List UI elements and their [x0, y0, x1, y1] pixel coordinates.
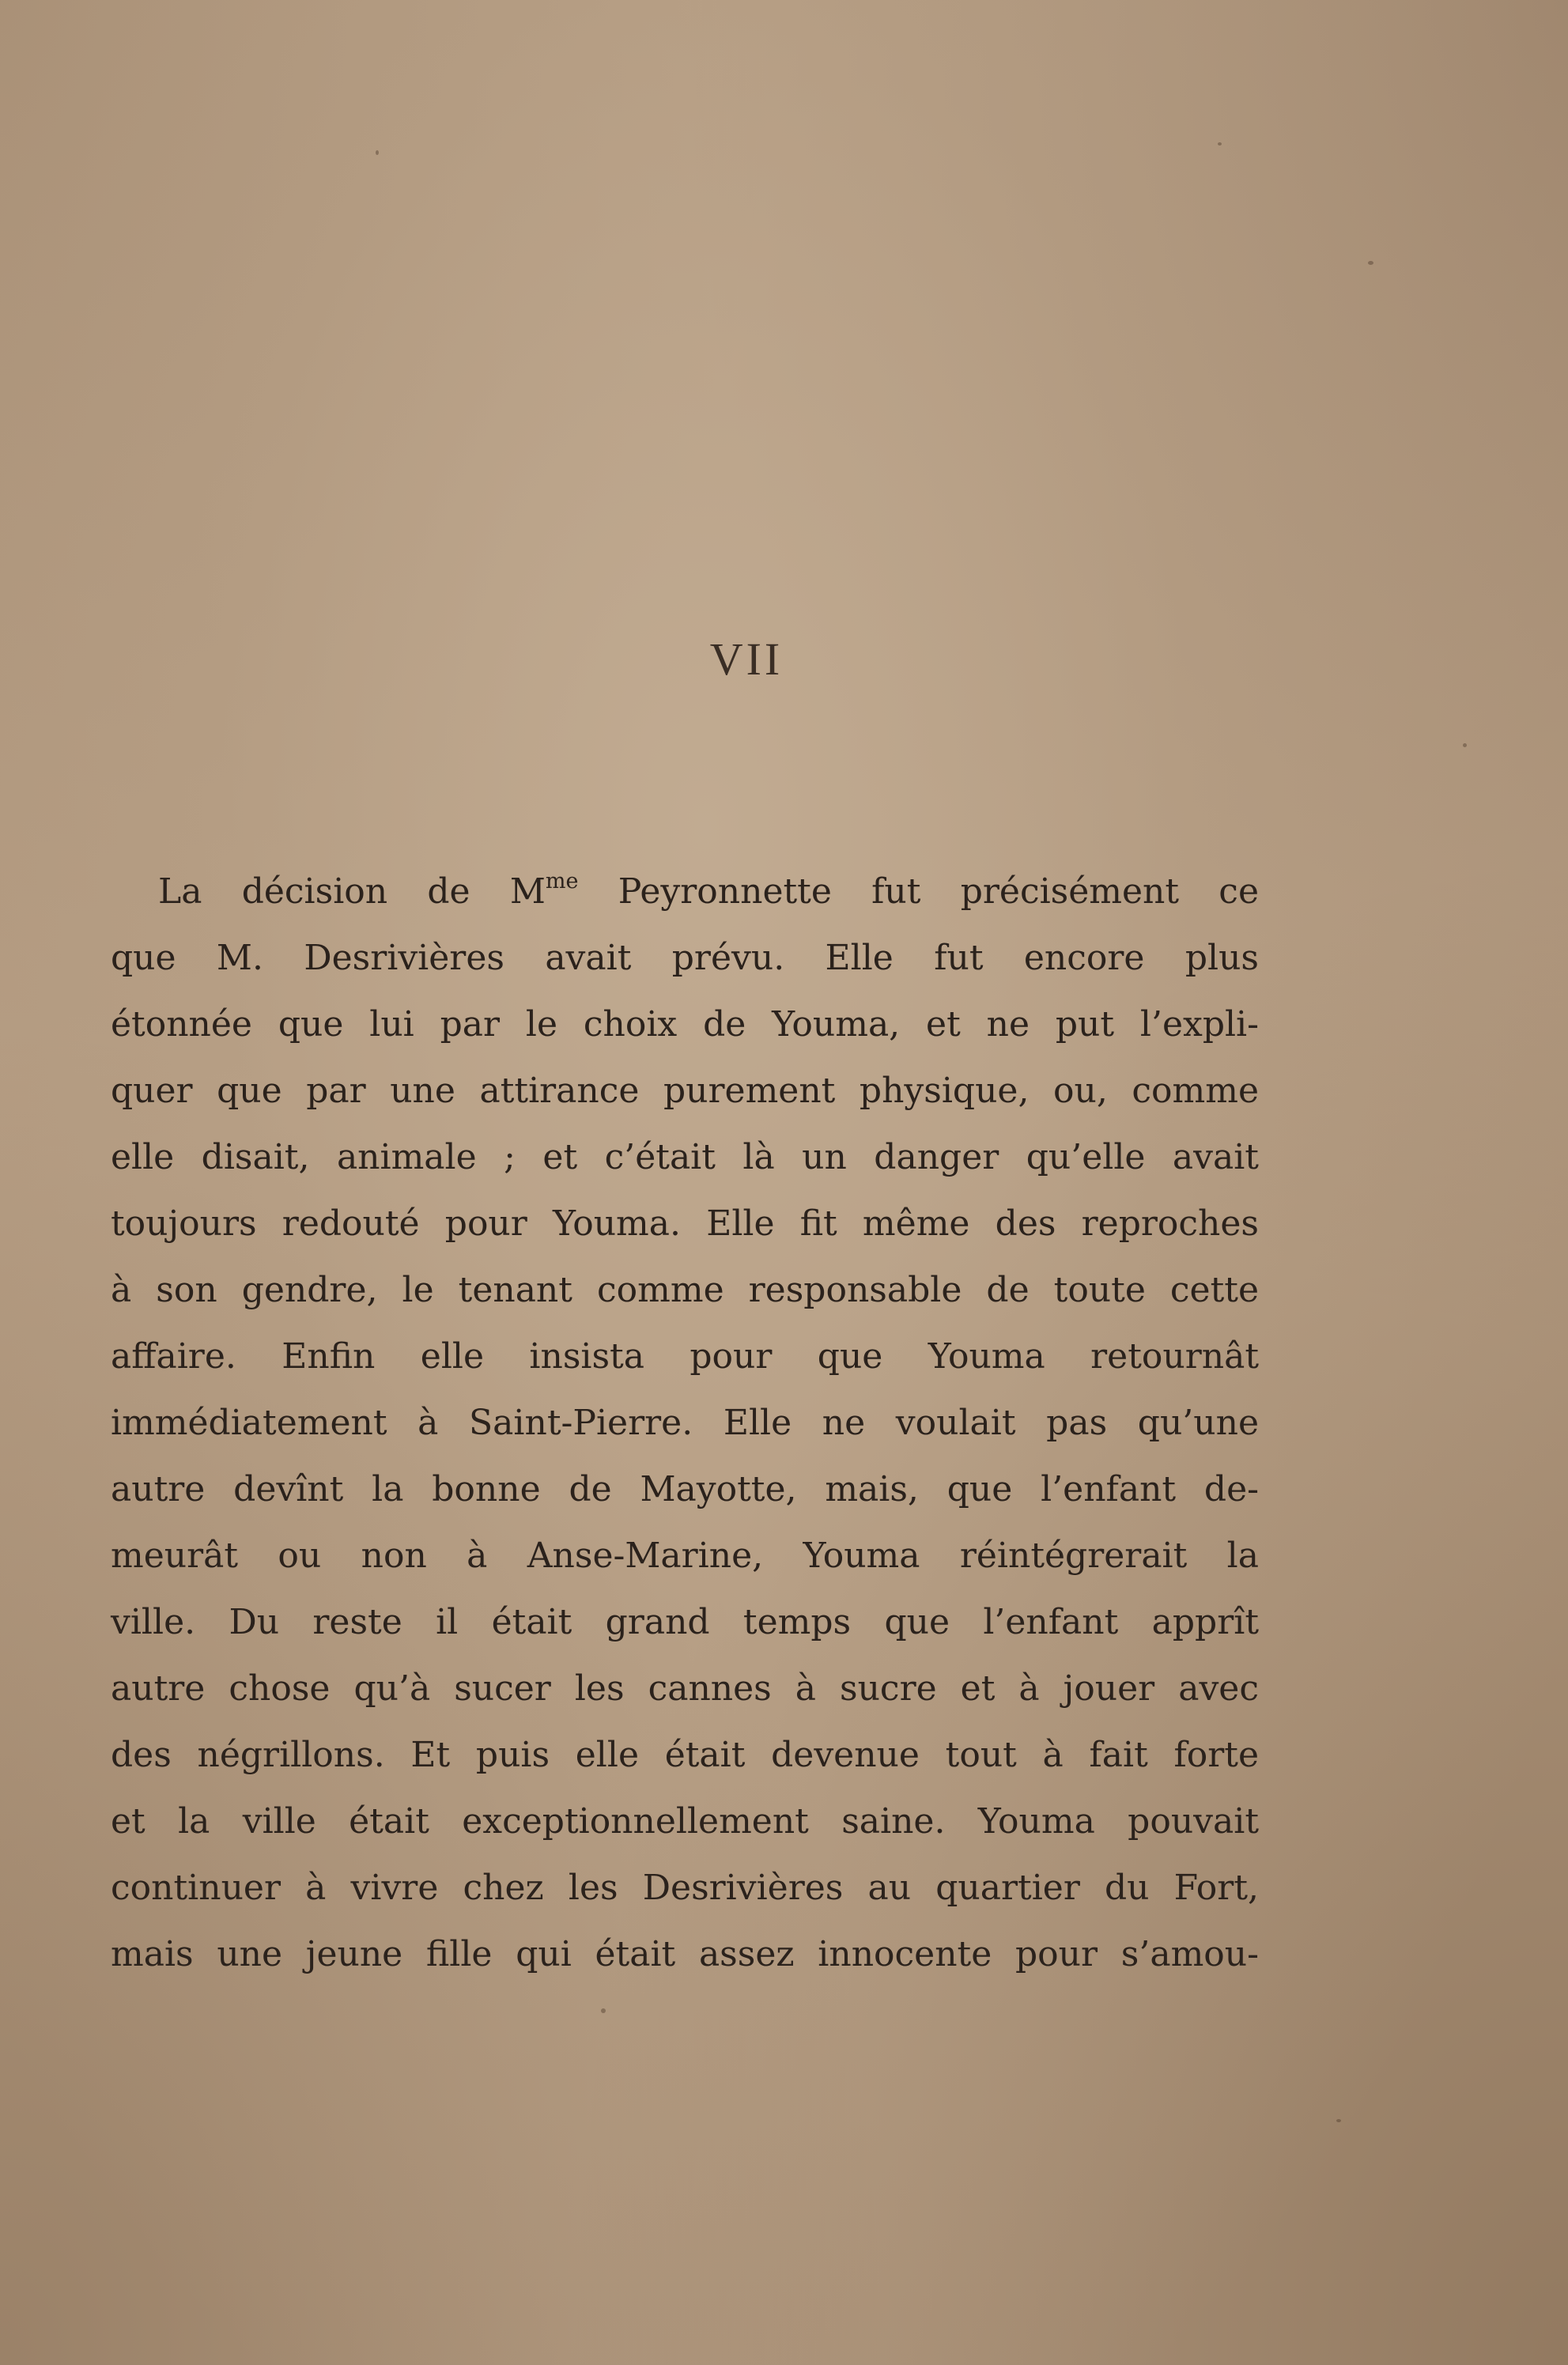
first-line-start: La décision de M — [158, 871, 546, 912]
text-line-4: quer que par une attirance purement physique, ou, comme — [111, 1071, 1259, 1111]
first-line-end: Peyronnette fut précisément ce — [578, 871, 1259, 912]
text-line-3: étonnée que lui par le choix de Youma, et ne put l’expli- — [111, 1004, 1259, 1045]
text-line-14: des négrillons. Et puis elle était devenue tout à fait forte — [111, 1735, 1259, 1775]
paper-speck — [1336, 2119, 1341, 2122]
text-line-1 — [111, 859, 1259, 925]
paper-speck — [1368, 261, 1373, 265]
paper-speck — [1218, 142, 1222, 145]
text-line-6: toujours redouté pour Youma. Elle fit même des reproches — [111, 1203, 1259, 1244]
paper-speck — [601, 2008, 606, 2013]
paper-speck — [376, 150, 379, 155]
text-line-15: et la ville était exceptionnellement saine. Youma pouvait — [111, 1801, 1259, 1842]
text-line-10: autre devînt la bonne de Mayotte, mais, que l’enfant de- — [111, 1469, 1259, 1509]
text-line-9: immédiatement à Saint-Pierre. Elle ne voulait pas qu’une — [111, 1403, 1259, 1443]
text-line-5: elle disait, animale ; et c’était là un danger qu’elle avait — [111, 1137, 1259, 1177]
text-line-8: affaire. Enfin elle insista pour que Youma retournât — [111, 1336, 1259, 1377]
chapter-number: VII — [709, 633, 784, 685]
text-line-12: ville. Du reste il était grand temps que l’enfant apprît — [111, 1602, 1259, 1642]
paragraph — [111, 859, 1259, 1988]
chapter-heading — [0, 633, 1568, 686]
text-line-13: autre chose qu’à sucer les cannes à sucre et à jouer avec — [111, 1668, 1259, 1709]
text-line-17: mais une jeune fille qui était assez innocente pour s’amou- — [111, 1934, 1259, 1974]
text-line-16: continuer à vivre chez les Desrivières au quartier du Fort, — [111, 1868, 1259, 1908]
text-line-7: à son gendre, le tenant comme responsable de toute cette — [111, 1270, 1259, 1310]
superscript-me: me — [545, 869, 579, 894]
paper-speck — [1463, 743, 1467, 747]
text-line-2: que M. Desrivières avait prévu. Elle fut encore plus — [111, 938, 1259, 978]
text-line-11: meurât ou non à Anse-Marine, Youma réintégrerait la — [111, 1536, 1259, 1576]
